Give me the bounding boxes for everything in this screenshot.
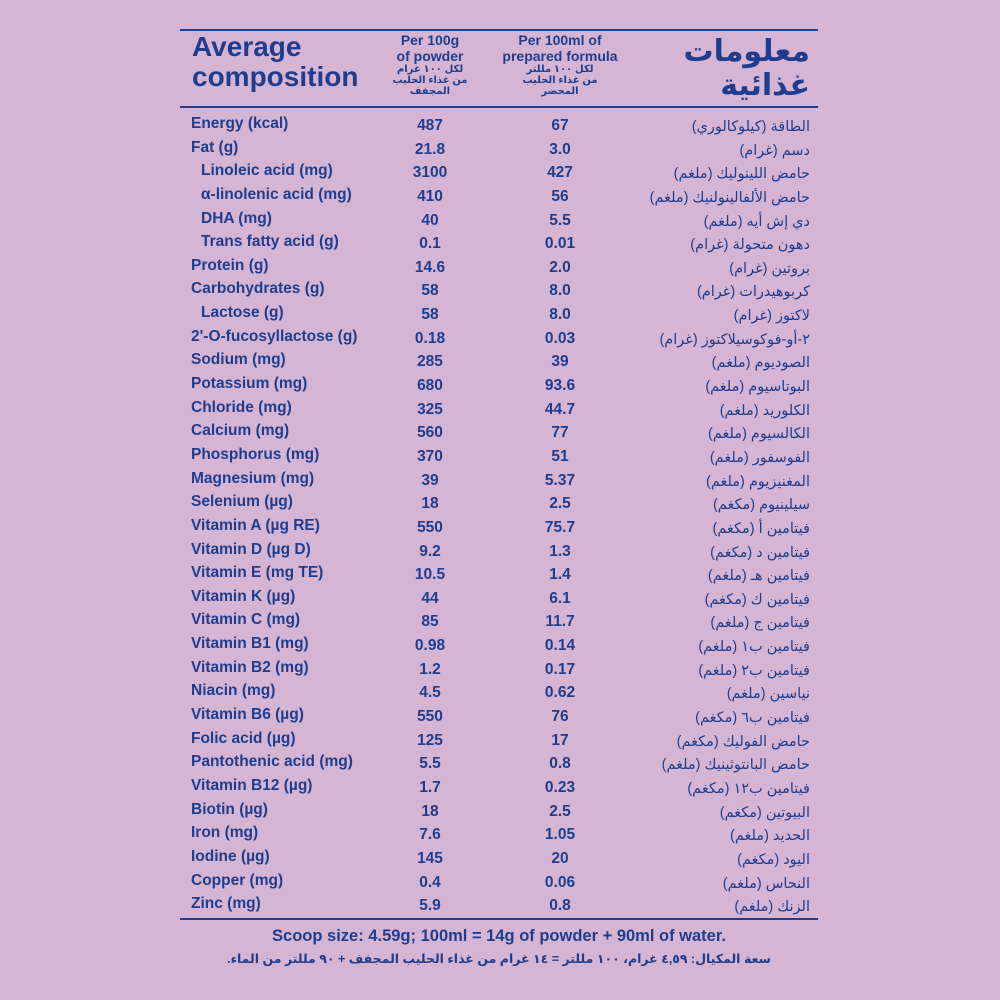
nutrient-name: Sodium (mg) [191,351,286,369]
footer-rule [180,918,818,920]
nutrient-name-arabic: فيتامين ج (ملغم) [710,615,810,632]
nutrient-name-arabic: فيتامين ب٢ (ملغم) [698,662,810,679]
value-per-100g: 9.2 [419,542,441,560]
nutrient-name: Folic acid (µg) [191,729,296,747]
nutrient-name-arabic: لاكتوز (غرام) [733,308,810,325]
nutrient-name-arabic: فيتامين ب٦ (مكغم) [695,710,810,727]
table-row [0,704,1000,728]
value-per-100g: 14.6 [414,258,446,276]
value-per-100ml: 6.1 [549,589,571,607]
nutrient-name: Energy (kcal) [191,115,289,132]
value-per-100g: 285 [417,353,443,371]
value-per-100g: 325 [417,400,443,418]
nutrient-name: Vitamin B12 (µg) [191,776,313,794]
nutrient-name: Phosphorus (mg) [191,445,320,463]
col2-header-line1: Per 100ml of [518,32,602,48]
nutrient-name-arabic: الصوديوم (ملغم) [711,355,810,372]
nutrient-name-arabic: دي إش أيه (ملغم) [703,213,810,230]
nutrient-name: Magnesium (mg) [191,469,315,487]
value-per-100ml: 17 [551,731,569,749]
table-row [0,468,1000,492]
table-row [0,893,1000,917]
title-arabic-line1: معلومات [683,35,810,68]
table-row [0,326,1000,350]
nutrient-name-arabic: بروتين (غرام) [729,260,810,277]
nutrient-name: α-linolenic acid (mg) [201,185,352,203]
value-per-100ml: 39 [551,353,569,371]
value-per-100ml: 20 [551,849,569,867]
value-per-100ml: 93.6 [544,377,576,395]
table-row [0,397,1000,421]
nutrient-name-arabic: فيتامين ب١٢ (مكغم) [687,780,810,797]
nutrient-name-arabic: الطاقة (كيلوكالوري) [691,119,810,135]
nutrient-name-arabic: دهون متحولة (غرام) [690,237,810,254]
table-row [0,775,1000,799]
value-per-100ml: 0.8 [549,755,571,773]
value-per-100g: 85 [421,613,439,631]
nutrient-name: Zinc (mg) [191,895,261,913]
nutrient-name: Vitamin A (µg RE) [191,516,320,534]
nutrient-name-arabic: دسم (غرام) [739,142,810,159]
value-per-100ml: 11.7 [545,613,575,631]
table-row [0,799,1000,823]
value-per-100ml: 67 [551,117,569,134]
col2-header-ar-line1: لكل ١٠٠ مللتر [526,64,594,75]
table-row [0,278,1000,302]
table-row [0,539,1000,563]
value-per-100g: 550 [417,518,443,536]
value-per-100ml: 2.0 [549,258,571,276]
nutrient-name-arabic: فيتامين هـ (ملغم) [707,568,810,585]
nutrient-name: Vitamin D (µg D) [191,540,311,558]
value-per-100ml: 2.5 [549,802,571,820]
nutrient-name-arabic: حامض اللينوليك (ملغم) [673,166,810,183]
value-per-100ml: 0.17 [544,660,576,678]
value-per-100ml: 0.14 [544,637,576,655]
value-per-100g: 5.9 [419,897,441,915]
value-per-100ml: 77 [551,424,569,442]
nutrient-name: Linoleic acid (mg) [201,162,333,180]
value-per-100ml: 2.5 [549,495,571,513]
value-per-100ml: 56 [551,187,569,205]
value-per-100g: 0.18 [414,329,446,347]
nutrient-name: Iodine (µg) [191,847,270,865]
nutrient-name-arabic: حامض الألفالينولنيك (ملغم) [649,189,810,206]
table-row [0,586,1000,610]
value-per-100g: 58 [421,282,439,300]
value-per-100g: 0.1 [419,235,441,253]
nutrient-name-arabic: فيتامين أ (مكغم) [712,520,810,537]
table-row [0,373,1000,397]
nutrient-name-arabic: الكلوريد (ملغم) [719,402,810,419]
table-row [0,657,1000,681]
value-per-100ml: 5.37 [544,471,576,489]
nutrient-name-arabic: البوتاسيوم (ملغم) [705,379,810,396]
col1-header-line1: Per 100g [400,32,460,48]
value-per-100g: 58 [421,306,439,324]
table-row [0,680,1000,704]
value-per-100g: 0.98 [414,637,446,655]
title-english-line1: Average [192,31,302,62]
col1-header-line2: of powder [396,48,464,64]
nutrient-name-arabic: الفوسفور (ملغم) [709,449,810,466]
title-english-line2: composition [192,61,359,92]
column-header-per-100g [370,32,490,97]
value-per-100ml: 0.23 [544,778,576,796]
nutrient-name: Vitamin K (µg) [191,587,296,605]
value-per-100ml: 75.7 [544,518,576,536]
table-row [0,208,1000,232]
nutrient-name: Chloride (mg) [191,398,292,416]
value-per-100g: 18 [421,495,439,513]
nutrient-name: Carbohydrates (g) [191,280,325,298]
nutrient-name: Fat (g) [191,138,239,156]
nutrient-name: Vitamin B1 (mg) [191,635,309,653]
header-rule [180,106,818,108]
col2-header-ar-line2: من غذاء الحليب [522,75,598,86]
nutrient-name-arabic: اليود (مكغم) [737,851,810,868]
nutrient-name: Vitamin E (mg TE) [191,564,324,582]
value-per-100g: 145 [417,849,443,867]
col1-header-ar-line1: لكل ١٠٠ غرام [396,64,464,75]
nutrient-name-arabic: الحديد (ملغم) [730,828,810,845]
nutrient-name-arabic: فيتامين ك (مكغم) [704,591,810,608]
table-row [0,870,1000,894]
value-per-100ml: 76 [551,708,569,726]
value-per-100g: 21.8 [414,140,446,158]
value-per-100g: 1.7 [419,778,441,796]
nutrient-name-arabic: فيتامين د (مكغم) [710,544,810,561]
table-row [0,420,1000,444]
value-per-100ml: 8.0 [549,282,571,300]
value-per-100g: 40 [421,211,439,229]
title-arabic-line2: غذائية [720,69,810,102]
scoop-size-note: Scoop size: 4.59g; 100ml = 14g of powder + 90ml of water. [272,927,726,945]
value-per-100g: 1.2 [419,660,441,678]
value-per-100g: 410 [417,187,443,205]
table-row [0,160,1000,184]
nutrient-name-arabic: المغنيزيوم (ملغم) [706,473,810,490]
value-per-100g: 18 [421,802,439,820]
title-english [192,32,358,92]
nutrient-name: Vitamin B2 (mg) [191,658,309,676]
value-per-100ml: 3.0 [549,140,571,158]
nutrient-name-arabic: نياسين (ملغم) [726,686,810,703]
value-per-100g: 680 [417,377,443,395]
table-row [0,846,1000,870]
value-per-100g: 4.5 [419,684,441,702]
nutrient-name: Lactose (g) [201,304,284,322]
nutrient-name: DHA (mg) [201,209,272,227]
value-per-100g: 370 [417,447,443,465]
value-per-100ml: 0.8 [549,897,571,915]
value-per-100ml: 1.4 [549,566,571,584]
nutrient-name-arabic: حامض الفوليك (مكغم) [676,733,810,750]
col1-header-ar-line3: المجفف [409,86,451,97]
scoop-size-note-arabic: سعة المكيال: ٤,٥٩ غرام، ١٠٠ مللتر = ١٤ غرام من غذاء الحليب المجفف + ٩٠ مللتر من الماء. [227,952,771,966]
table-row [0,822,1000,846]
value-per-100ml: 0.06 [544,873,576,891]
nutrient-name-arabic: كربوهيدرات (غرام) [696,284,810,301]
nutrition-table [0,113,1000,917]
table-row [0,609,1000,633]
table-row [0,751,1000,775]
nutrient-name: Trans fatty acid (g) [201,233,339,251]
value-per-100g: 560 [417,424,443,442]
nutrient-name-arabic: النحاس (ملغم) [722,875,810,892]
value-per-100g: 10.5 [414,566,446,584]
col2-header-line2: prepared formula [502,48,618,64]
table-row [0,255,1000,279]
table-row [0,137,1000,161]
table-row [0,302,1000,326]
nutrient-name-arabic: حامض البانتوثينيك (ملغم) [661,757,810,774]
nutrient-name-arabic: فيتامين ب١ (ملغم) [698,639,810,656]
nutrient-name: Pantothenic acid (mg) [191,753,353,771]
nutrient-name: Biotin (µg) [191,800,268,818]
value-per-100g: 550 [417,708,443,726]
value-per-100ml: 427 [547,164,573,182]
nutrient-name-arabic: سيلينيوم (مكغم) [712,497,810,514]
nutrient-name: Copper (mg) [191,871,284,889]
nutrient-name: Vitamin C (mg) [191,611,301,629]
nutrient-name: Niacin (mg) [191,682,276,700]
nutrient-name: Vitamin B6 (µg) [191,706,304,724]
nutrient-name: Iron (mg) [191,824,259,842]
nutrient-name: Potassium (mg) [191,375,308,393]
table-row [0,184,1000,208]
value-per-100ml: 0.01 [544,235,576,253]
nutrient-name-arabic: البيوتين (مكغم) [719,804,810,821]
value-per-100g: 487 [417,117,443,134]
value-per-100ml: 1.05 [544,826,576,844]
column-header-per-100ml [490,32,630,97]
nutrient-name-arabic: الكالسيوم (ملغم) [708,426,810,443]
value-per-100g: 125 [417,731,443,749]
table-row [0,728,1000,752]
value-per-100ml: 0.62 [544,684,576,702]
value-per-100g: 0.4 [419,873,441,891]
table-row [0,349,1000,373]
col2-header-ar-line3: المحضر [541,86,579,97]
value-per-100g: 39 [421,471,439,489]
value-per-100ml: 5.5 [549,211,571,229]
value-per-100ml: 51 [551,447,569,465]
nutrient-name: Protein (g) [191,256,269,274]
value-per-100ml: 44.7 [544,400,576,418]
table-row [0,633,1000,657]
value-per-100ml: 1.3 [549,542,571,560]
table-row [0,231,1000,255]
table-row [0,515,1000,539]
value-per-100ml: 8.0 [549,306,571,324]
table-row [0,113,1000,137]
nutrient-name: Calcium (mg) [191,422,290,440]
nutrient-name: Selenium (µg) [191,493,293,511]
nutrient-name-arabic: الزنك (ملغم) [734,899,810,916]
table-row [0,444,1000,468]
value-per-100g: 44 [421,589,439,607]
value-per-100g: 7.6 [419,826,441,844]
col1-header-ar-line2: من غذاء الحليب [392,75,468,86]
table-row [0,562,1000,586]
value-per-100g: 3100 [412,164,448,182]
value-per-100g: 5.5 [419,755,441,773]
nutrient-name: 2'-O-fucosyllactose (g) [191,327,358,345]
nutrient-name-arabic: ٢-أو-فوكوسيلاكتوز (غرام) [659,331,810,348]
table-row [0,491,1000,515]
title-arabic [660,35,810,103]
value-per-100ml: 0.03 [544,329,576,347]
